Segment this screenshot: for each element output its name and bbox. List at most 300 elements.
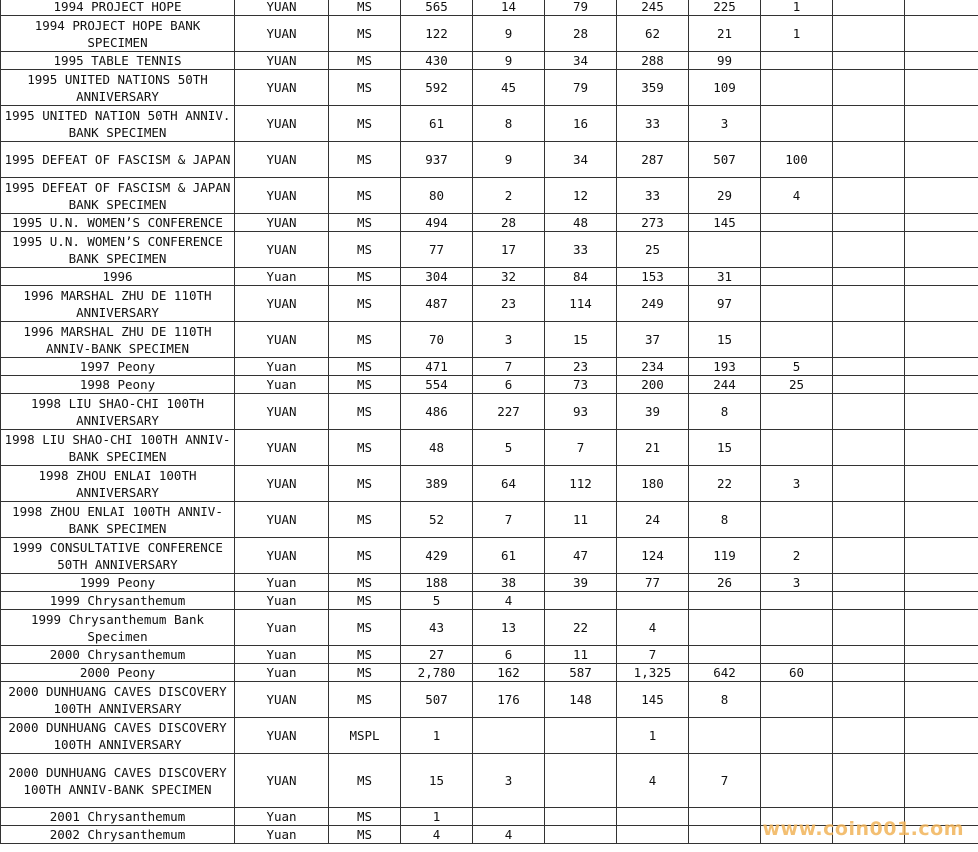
cell-col-6[interactable] [833,214,905,232]
cell-total[interactable]: 565 [401,0,473,16]
cell-col-4[interactable] [689,826,761,844]
cell-total[interactable]: 2,780 [401,664,473,682]
cell-currency[interactable]: YUAN [235,466,329,502]
cell-col-4[interactable]: 99 [689,52,761,70]
cell-grade[interactable]: MS [329,682,401,718]
cell-total[interactable]: 122 [401,16,473,52]
cell-total[interactable]: 188 [401,574,473,592]
cell-currency[interactable]: YUAN [235,718,329,754]
cell-col-5[interactable]: 5 [761,358,833,376]
cell-col-7[interactable] [905,574,978,592]
cell-col-4[interactable] [689,610,761,646]
cell-col-3[interactable]: 273 [617,214,689,232]
cell-col-5[interactable] [761,646,833,664]
cell-col-1[interactable]: 2 [473,178,545,214]
cell-currency[interactable]: Yuan [235,376,329,394]
cell-currency[interactable]: YUAN [235,52,329,70]
cell-col-1[interactable]: 9 [473,52,545,70]
cell-currency[interactable]: YUAN [235,16,329,52]
cell-col-6[interactable] [833,610,905,646]
cell-col-6[interactable] [833,322,905,358]
cell-col-1[interactable]: 6 [473,376,545,394]
cell-name[interactable]: 2000 Chrysanthemum [1,646,235,664]
cell-col-3[interactable] [617,808,689,826]
cell-col-1[interactable]: 5 [473,430,545,466]
cell-col-3[interactable]: 234 [617,358,689,376]
cell-col-1[interactable]: 23 [473,286,545,322]
cell-col-4[interactable]: 15 [689,322,761,358]
cell-name[interactable]: 1999 CONSULTATIVE CONFERENCE 50TH ANNIVERSARY [1,538,235,574]
cell-total[interactable]: 5 [401,592,473,610]
cell-currency[interactable]: YUAN [235,214,329,232]
cell-col-7[interactable] [905,106,978,142]
cell-col-4[interactable]: 8 [689,682,761,718]
cell-col-4[interactable]: 109 [689,70,761,106]
cell-col-7[interactable] [905,0,978,16]
cell-grade[interactable]: MS [329,268,401,286]
cell-col-1[interactable]: 28 [473,214,545,232]
cell-col-3[interactable]: 153 [617,268,689,286]
cell-col-4[interactable]: 3 [689,106,761,142]
cell-col-6[interactable] [833,358,905,376]
cell-col-4[interactable]: 7 [689,754,761,808]
cell-col-2[interactable] [545,826,617,844]
cell-col-6[interactable] [833,376,905,394]
cell-total[interactable]: 15 [401,754,473,808]
cell-col-7[interactable] [905,718,978,754]
cell-currency[interactable]: Yuan [235,592,329,610]
cell-currency[interactable]: YUAN [235,70,329,106]
cell-grade[interactable]: MS [329,808,401,826]
cell-col-5[interactable]: 3 [761,466,833,502]
cell-name[interactable]: 1994 PROJECT HOPE BANK SPECIMEN [1,16,235,52]
cell-col-3[interactable]: 180 [617,466,689,502]
cell-col-3[interactable]: 145 [617,682,689,718]
cell-currency[interactable]: Yuan [235,808,329,826]
cell-grade[interactable]: MS [329,358,401,376]
cell-name[interactable]: 1998 ZHOU ENLAI 100TH ANNIVERSARY [1,466,235,502]
cell-total[interactable]: 487 [401,286,473,322]
cell-col-2[interactable]: 34 [545,142,617,178]
cell-col-3[interactable]: 4 [617,754,689,808]
cell-col-3[interactable]: 287 [617,142,689,178]
cell-col-6[interactable] [833,646,905,664]
cell-col-7[interactable] [905,178,978,214]
cell-total[interactable]: 4 [401,826,473,844]
cell-col-4[interactable] [689,808,761,826]
cell-grade[interactable]: MS [329,214,401,232]
cell-total[interactable]: 1 [401,808,473,826]
cell-total[interactable]: 77 [401,232,473,268]
cell-col-3[interactable]: 39 [617,394,689,430]
cell-name[interactable]: 1995 U.N. WOMEN’S CONFERENCE BANK SPECIMEN [1,232,235,268]
cell-col-4[interactable] [689,646,761,664]
cell-grade[interactable]: MS [329,232,401,268]
cell-grade[interactable]: MS [329,52,401,70]
cell-col-5[interactable] [761,70,833,106]
cell-col-2[interactable]: 114 [545,286,617,322]
cell-col-6[interactable] [833,664,905,682]
cell-col-7[interactable] [905,538,978,574]
cell-col-4[interactable]: 8 [689,394,761,430]
cell-col-4[interactable] [689,232,761,268]
cell-col-1[interactable]: 176 [473,682,545,718]
cell-col-5[interactable]: 3 [761,574,833,592]
cell-col-3[interactable]: 37 [617,322,689,358]
cell-col-5[interactable] [761,430,833,466]
cell-name[interactable]: 2000 DUNHUANG CAVES DISCOVERY 100TH ANNIV-BANK SPECIMEN [1,754,235,808]
cell-col-2[interactable]: 11 [545,502,617,538]
cell-col-7[interactable] [905,358,978,376]
cell-col-1[interactable] [473,718,545,754]
cell-col-2[interactable]: 11 [545,646,617,664]
cell-col-2[interactable] [545,808,617,826]
cell-grade[interactable]: MS [329,286,401,322]
cell-col-7[interactable] [905,394,978,430]
cell-col-2[interactable]: 15 [545,322,617,358]
cell-name[interactable]: 1996 MARSHAL ZHU DE 110TH ANNIV-BANK SPECIMEN [1,322,235,358]
cell-grade[interactable]: MS [329,826,401,844]
cell-total[interactable]: 486 [401,394,473,430]
cell-col-7[interactable] [905,682,978,718]
cell-name[interactable]: 2000 DUNHUANG CAVES DISCOVERY 100TH ANNIVERSARY [1,718,235,754]
cell-col-1[interactable]: 7 [473,358,545,376]
cell-col-1[interactable]: 61 [473,538,545,574]
cell-col-7[interactable] [905,592,978,610]
cell-col-5[interactable]: 4 [761,178,833,214]
cell-col-6[interactable] [833,394,905,430]
cell-col-5[interactable] [761,754,833,808]
cell-col-2[interactable]: 22 [545,610,617,646]
cell-col-1[interactable]: 227 [473,394,545,430]
cell-total[interactable]: 61 [401,106,473,142]
cell-col-4[interactable]: 507 [689,142,761,178]
cell-col-1[interactable]: 4 [473,592,545,610]
cell-name[interactable]: 1999 Chrysanthemum Bank Specimen [1,610,235,646]
cell-grade[interactable]: MS [329,466,401,502]
cell-col-6[interactable] [833,16,905,52]
cell-col-4[interactable]: 8 [689,502,761,538]
cell-col-5[interactable]: 1 [761,16,833,52]
cell-col-5[interactable] [761,502,833,538]
cell-currency[interactable]: YUAN [235,394,329,430]
cell-currency[interactable]: YUAN [235,142,329,178]
cell-col-5[interactable] [761,214,833,232]
cell-currency[interactable]: YUAN [235,322,329,358]
cell-col-2[interactable]: 12 [545,178,617,214]
cell-col-3[interactable]: 249 [617,286,689,322]
cell-col-2[interactable]: 79 [545,0,617,16]
cell-currency[interactable]: YUAN [235,502,329,538]
cell-currency[interactable]: Yuan [235,358,329,376]
cell-col-3[interactable]: 7 [617,646,689,664]
cell-col-6[interactable] [833,106,905,142]
cell-name[interactable]: 1998 Peony [1,376,235,394]
cell-col-3[interactable]: 359 [617,70,689,106]
cell-col-2[interactable]: 112 [545,466,617,502]
cell-name[interactable]: 1995 TABLE TENNIS [1,52,235,70]
cell-col-2[interactable]: 587 [545,664,617,682]
cell-col-4[interactable]: 244 [689,376,761,394]
cell-name[interactable]: 1999 Peony [1,574,235,592]
cell-col-1[interactable] [473,808,545,826]
cell-col-1[interactable]: 9 [473,16,545,52]
cell-grade[interactable]: MS [329,178,401,214]
cell-total[interactable]: 430 [401,52,473,70]
cell-name[interactable]: 2001 Chrysanthemum [1,808,235,826]
cell-total[interactable]: 937 [401,142,473,178]
cell-currency[interactable]: Yuan [235,646,329,664]
cell-currency[interactable]: YUAN [235,286,329,322]
cell-grade[interactable]: MS [329,322,401,358]
cell-col-6[interactable] [833,592,905,610]
cell-total[interactable]: 494 [401,214,473,232]
cell-col-4[interactable]: 31 [689,268,761,286]
cell-col-4[interactable]: 26 [689,574,761,592]
cell-col-7[interactable] [905,646,978,664]
cell-col-4[interactable]: 29 [689,178,761,214]
cell-col-5[interactable] [761,286,833,322]
cell-grade[interactable]: MSPL [329,718,401,754]
cell-col-5[interactable] [761,268,833,286]
cell-grade[interactable]: MS [329,0,401,16]
cell-col-3[interactable]: 33 [617,106,689,142]
cell-col-1[interactable]: 32 [473,268,545,286]
cell-col-4[interactable]: 642 [689,664,761,682]
cell-col-1[interactable]: 8 [473,106,545,142]
cell-currency[interactable]: Yuan [235,574,329,592]
cell-col-7[interactable] [905,754,978,808]
cell-currency[interactable]: YUAN [235,682,329,718]
cell-col-7[interactable] [905,286,978,322]
cell-col-4[interactable]: 193 [689,358,761,376]
cell-grade[interactable]: MS [329,376,401,394]
cell-col-5[interactable]: 60 [761,664,833,682]
cell-col-1[interactable]: 14 [473,0,545,16]
cell-col-5[interactable]: 1 [761,0,833,16]
cell-col-6[interactable] [833,178,905,214]
cell-col-2[interactable]: 47 [545,538,617,574]
cell-total[interactable]: 592 [401,70,473,106]
cell-name[interactable]: 1995 UNITED NATION 50TH ANNIV. BANK SPECIMEN [1,106,235,142]
cell-name[interactable]: 1998 LIU SHAO-CHI 100TH ANNIVERSARY [1,394,235,430]
cell-total[interactable]: 27 [401,646,473,664]
cell-total[interactable]: 429 [401,538,473,574]
cell-col-7[interactable] [905,142,978,178]
cell-col-6[interactable] [833,502,905,538]
cell-col-3[interactable]: 288 [617,52,689,70]
cell-col-6[interactable] [833,52,905,70]
cell-col-5[interactable] [761,52,833,70]
cell-col-3[interactable]: 4 [617,610,689,646]
cell-col-3[interactable]: 24 [617,502,689,538]
cell-grade[interactable]: MS [329,430,401,466]
cell-col-2[interactable]: 79 [545,70,617,106]
cell-col-7[interactable] [905,232,978,268]
cell-col-5[interactable] [761,394,833,430]
cell-col-1[interactable]: 38 [473,574,545,592]
cell-col-1[interactable]: 45 [473,70,545,106]
cell-grade[interactable]: MS [329,106,401,142]
cell-col-3[interactable]: 245 [617,0,689,16]
cell-grade[interactable]: MS [329,16,401,52]
cell-col-6[interactable] [833,70,905,106]
cell-col-6[interactable] [833,538,905,574]
cell-total[interactable]: 1 [401,718,473,754]
cell-col-2[interactable]: 48 [545,214,617,232]
cell-col-1[interactable]: 64 [473,466,545,502]
cell-col-4[interactable]: 22 [689,466,761,502]
cell-col-7[interactable] [905,502,978,538]
cell-total[interactable]: 52 [401,502,473,538]
cell-col-6[interactable] [833,754,905,808]
cell-col-3[interactable]: 1,325 [617,664,689,682]
cell-col-7[interactable] [905,664,978,682]
cell-total[interactable]: 389 [401,466,473,502]
cell-grade[interactable]: MS [329,538,401,574]
cell-col-2[interactable]: 73 [545,376,617,394]
cell-col-5[interactable] [761,106,833,142]
cell-grade[interactable]: MS [329,502,401,538]
cell-name[interactable]: 1994 PROJECT HOPE [1,0,235,16]
cell-col-2[interactable] [545,718,617,754]
cell-col-3[interactable]: 1 [617,718,689,754]
cell-col-4[interactable]: 21 [689,16,761,52]
cell-col-2[interactable]: 93 [545,394,617,430]
cell-col-3[interactable]: 62 [617,16,689,52]
cell-currency[interactable]: Yuan [235,826,329,844]
cell-col-4[interactable]: 119 [689,538,761,574]
cell-name[interactable]: 2000 DUNHUANG CAVES DISCOVERY 100TH ANNIVERSARY [1,682,235,718]
cell-col-5[interactable]: 25 [761,376,833,394]
cell-col-1[interactable]: 3 [473,754,545,808]
cell-grade[interactable]: MS [329,574,401,592]
cell-col-5[interactable] [761,592,833,610]
cell-col-7[interactable] [905,268,978,286]
cell-col-1[interactable]: 162 [473,664,545,682]
cell-col-3[interactable] [617,592,689,610]
cell-total[interactable]: 304 [401,268,473,286]
cell-col-6[interactable] [833,142,905,178]
cell-total[interactable]: 471 [401,358,473,376]
cell-col-5[interactable] [761,610,833,646]
cell-col-3[interactable]: 77 [617,574,689,592]
cell-col-1[interactable]: 4 [473,826,545,844]
cell-col-6[interactable] [833,718,905,754]
cell-col-6[interactable] [833,466,905,502]
cell-col-5[interactable]: 2 [761,538,833,574]
cell-col-6[interactable] [833,430,905,466]
cell-col-2[interactable]: 148 [545,682,617,718]
cell-grade[interactable]: MS [329,142,401,178]
cell-name[interactable]: 1998 ZHOU ENLAI 100TH ANNIV-BANK SPECIMEN [1,502,235,538]
cell-col-3[interactable]: 33 [617,178,689,214]
cell-col-1[interactable]: 7 [473,502,545,538]
cell-col-3[interactable]: 21 [617,430,689,466]
cell-col-5[interactable] [761,718,833,754]
cell-currency[interactable]: YUAN [235,538,329,574]
cell-col-7[interactable] [905,52,978,70]
cell-name[interactable]: 1995 DEFEAT OF FASCISM & JAPAN [1,142,235,178]
cell-col-7[interactable] [905,376,978,394]
cell-col-1[interactable]: 6 [473,646,545,664]
cell-total[interactable]: 80 [401,178,473,214]
cell-col-6[interactable] [833,574,905,592]
cell-col-5[interactable]: 100 [761,142,833,178]
cell-total[interactable]: 48 [401,430,473,466]
cell-col-2[interactable] [545,592,617,610]
cell-col-2[interactable]: 34 [545,52,617,70]
cell-currency[interactable]: YUAN [235,106,329,142]
cell-name[interactable]: 1996 MARSHAL ZHU DE 110TH ANNIVERSARY [1,286,235,322]
cell-currency[interactable]: Yuan [235,268,329,286]
cell-col-6[interactable] [833,682,905,718]
cell-col-2[interactable]: 39 [545,574,617,592]
cell-name[interactable]: 2002 Chrysanthemum [1,826,235,844]
cell-col-3[interactable]: 200 [617,376,689,394]
cell-col-7[interactable] [905,16,978,52]
cell-col-6[interactable] [833,0,905,16]
cell-col-2[interactable]: 23 [545,358,617,376]
cell-col-3[interactable] [617,826,689,844]
cell-col-5[interactable] [761,232,833,268]
cell-col-5[interactable] [761,322,833,358]
cell-col-2[interactable]: 33 [545,232,617,268]
cell-currency[interactable]: YUAN [235,0,329,16]
cell-col-2[interactable]: 7 [545,430,617,466]
cell-col-7[interactable] [905,610,978,646]
cell-name[interactable]: 1995 U.N. WOMEN’S CONFERENCE [1,214,235,232]
cell-currency[interactable]: YUAN [235,430,329,466]
cell-col-6[interactable] [833,232,905,268]
cell-currency[interactable]: Yuan [235,610,329,646]
cell-col-2[interactable] [545,754,617,808]
cell-total[interactable]: 507 [401,682,473,718]
cell-currency[interactable]: YUAN [235,232,329,268]
cell-col-4[interactable]: 145 [689,214,761,232]
cell-col-4[interactable]: 225 [689,0,761,16]
cell-grade[interactable]: MS [329,754,401,808]
cell-currency[interactable]: YUAN [235,178,329,214]
cell-grade[interactable]: MS [329,592,401,610]
cell-grade[interactable]: MS [329,610,401,646]
cell-currency[interactable]: Yuan [235,664,329,682]
cell-col-6[interactable] [833,286,905,322]
cell-col-1[interactable]: 9 [473,142,545,178]
cell-col-2[interactable]: 28 [545,16,617,52]
cell-grade[interactable]: MS [329,646,401,664]
cell-total[interactable]: 554 [401,376,473,394]
cell-name[interactable]: 1998 LIU SHAO-CHI 100TH ANNIV-BANK SPECIMEN [1,430,235,466]
cell-col-4[interactable] [689,592,761,610]
cell-col-4[interactable]: 15 [689,430,761,466]
cell-name[interactable]: 1995 UNITED NATIONS 50TH ANNIVERSARY [1,70,235,106]
cell-name[interactable]: 1995 DEFEAT OF FASCISM & JAPAN BANK SPECIMEN [1,178,235,214]
cell-col-2[interactable]: 16 [545,106,617,142]
cell-total[interactable]: 43 [401,610,473,646]
cell-col-3[interactable]: 25 [617,232,689,268]
cell-grade[interactable]: MS [329,70,401,106]
cell-grade[interactable]: MS [329,664,401,682]
cell-col-1[interactable]: 3 [473,322,545,358]
cell-col-7[interactable] [905,430,978,466]
cell-col-7[interactable] [905,214,978,232]
cell-col-5[interactable] [761,682,833,718]
cell-name[interactable]: 1999 Chrysanthemum [1,592,235,610]
cell-name[interactable]: 1997 Peony [1,358,235,376]
cell-col-3[interactable]: 124 [617,538,689,574]
cell-col-1[interactable]: 17 [473,232,545,268]
